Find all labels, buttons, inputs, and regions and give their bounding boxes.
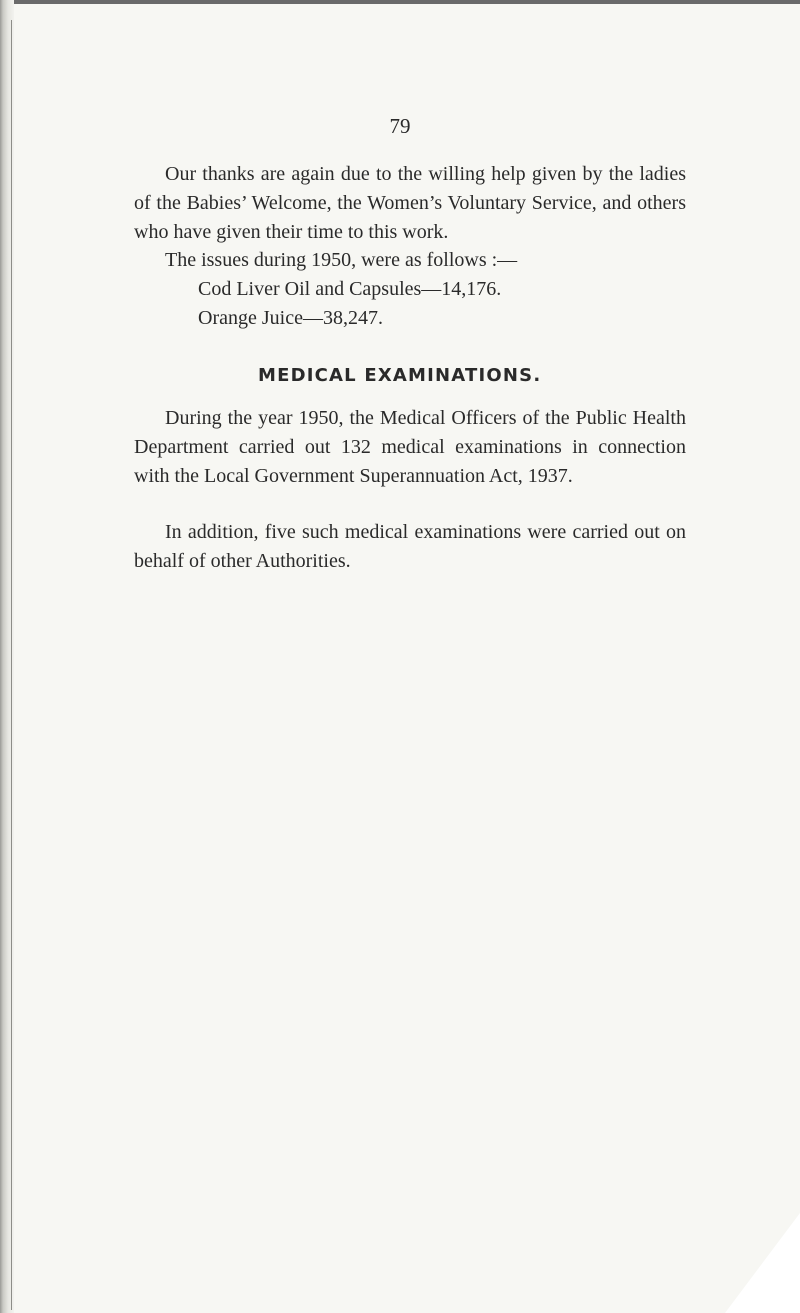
thanks-paragraph: Our thanks are again due to the willing help given by the ladies of the Babies’ Welcome, the Women’s Voluntary Service, and others who have given their time to this work. bbox=[134, 163, 686, 243]
top-border bbox=[0, 0, 800, 4]
issue-item-cod-liver-oil: Cod Liver Oil and Capsules—14,176. bbox=[198, 278, 502, 300]
page-number: 79 bbox=[389, 114, 411, 138]
page-corner bbox=[725, 1213, 800, 1313]
issue-item-orange-juice: Orange Juice—38,247. bbox=[198, 307, 383, 329]
binding-line bbox=[11, 20, 12, 1310]
section-heading: MEDICAL EXAMINATIONS. bbox=[258, 365, 542, 386]
examinations-paragraph: During the year 1950, the Medical Officers of the Public Health Department carried out 132 medical examinations in connection with the Local Government Superannuation Act, 1937. bbox=[134, 407, 686, 487]
issues-intro: The issues during 1950, were as follows :— bbox=[165, 249, 518, 271]
addition-paragraph: In addition, five such medical examinations were carried out on behalf of other Authorities. bbox=[134, 521, 686, 572]
